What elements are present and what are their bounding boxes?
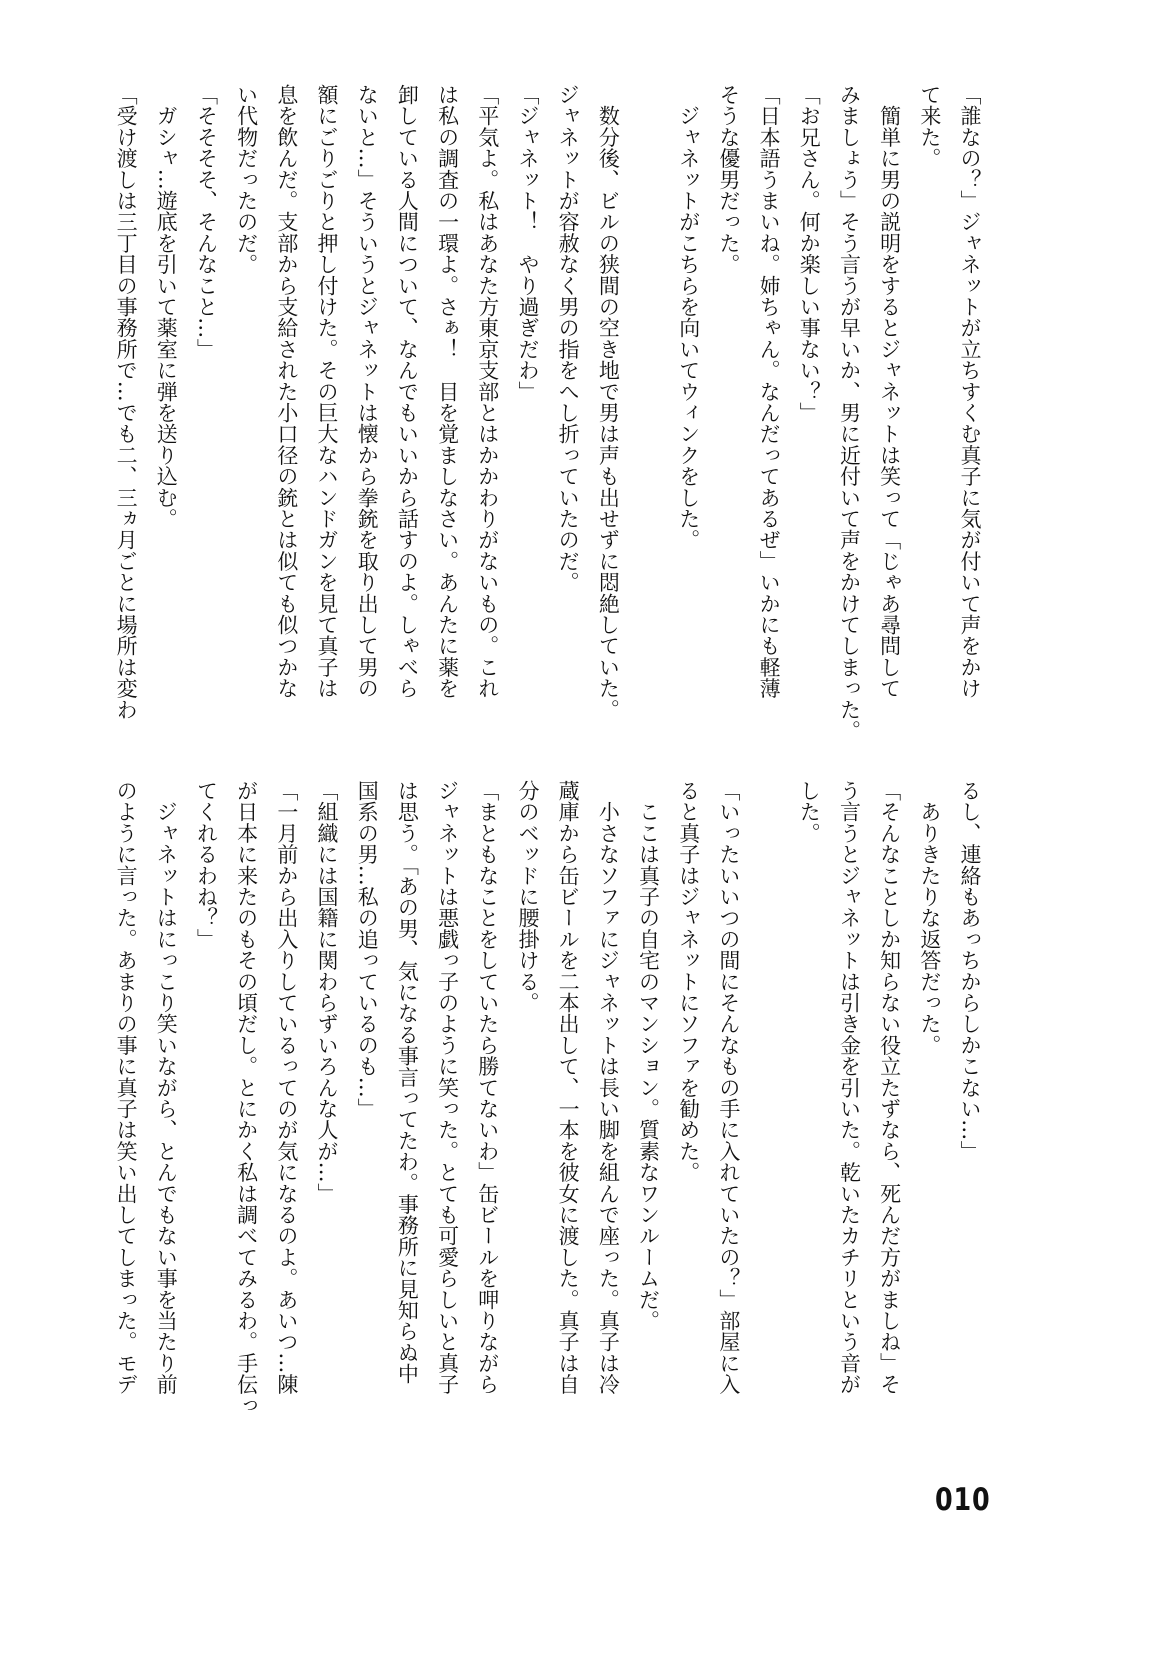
text-column: て来た。	[917, 84, 942, 169]
text-column: 蔵庫から缶ビールを二本出して、一本を彼女に渡した。真子は自	[556, 780, 581, 1395]
text-column: ここは真子の自宅のマンション。質素なワンルームだ。	[636, 780, 661, 1332]
text-column: 「そそそそ、そんなこと…」	[194, 84, 219, 360]
page-number: 010	[935, 1482, 991, 1518]
text-column: 「日本語うまいね。姉ちゃん。なんだってあるぜ」いかにも軽薄	[757, 84, 782, 699]
text-column	[628, 84, 668, 734]
text-column: 「お兄さん。何か楽しい事ない？」	[797, 84, 822, 424]
text-column: ありきたりな返答だった。	[917, 780, 942, 1056]
text-column: 「まともなことをしていたら勝てないわ」缶ビールを呷りながら	[475, 780, 500, 1395]
text-column: は思う。「あの男、気になる事言ってたわ。事務所に見知らぬ中	[395, 780, 420, 1385]
text-column: ジャネットはにっこり笑いながら、とんでもない事を当たり前	[154, 780, 179, 1395]
text-column: 額にごりごりと押し付けた。その巨大なハンドガンを見て真子は	[315, 84, 339, 699]
text-column: ると真子はジャネットにソファを勧めた。	[676, 780, 701, 1183]
upper-text-block	[106, 84, 990, 742]
text-column: 小さなソファにジャネットは長い脚を組んで座った。真子は冷	[596, 780, 621, 1395]
text-column: そうな優男だった。	[716, 84, 741, 275]
text-column: が日本に来たのもその頃だし。とにかく私は調べてみるわ。手伝っ	[234, 780, 259, 1416]
text-column: 「受け渡しは三丁目の事務所で…でも二、三ヵ月ごとに場所は変わ	[114, 84, 139, 721]
text-column: 「誰なの？」ジャネットが立ちすくむ真子に気が付いて声をかけ	[958, 84, 982, 699]
text-column: のように言った。あまりの事に真子は笑い出してしまった。モデ	[114, 780, 139, 1395]
text-column: ジャネットがこちらを向いてウィンクをした。	[676, 84, 701, 551]
text-column: 息を飲んだ。支部から支給された小口径の銃とは似ても似つかな	[274, 84, 299, 699]
text-column: い代物だったのだ。	[234, 84, 259, 275]
text-column: ジャネットが容赦なく男の指をへし折っていたのだ。	[556, 84, 581, 593]
text-column: 卸している人間について、なんでもいいから話すのよ。しゃべら	[395, 84, 420, 699]
text-column: ジャネットは悪戯っ子のように笑った。とても可愛らしいと真子	[435, 780, 460, 1395]
text-column: てくれるわね？」	[194, 780, 219, 950]
text-column: ないと…」そういうとジャネットは懐から拳銃を取り出して男の	[355, 84, 380, 699]
text-column: う言うとジャネットは引き金を引いた。乾いたカチリという音が	[837, 780, 862, 1395]
text-column: 分のベッドに腰掛ける。	[515, 780, 540, 1014]
text-column	[749, 780, 789, 1480]
text-column: 「平気よ。私はあなた方東京支部とはかかわりがないもの。これ	[475, 84, 500, 699]
text-column: ガシャ…遊底を引いて薬室に弾を送り込む。	[154, 84, 179, 530]
text-column: るし、連絡もあっちからしかこない…」	[958, 780, 982, 1162]
text-column: 簡単に男の説明をするとジャネットは笑って「じゃあ尋問して	[877, 84, 902, 699]
text-column: 「そんなことしか知らない役立たずなら、死んだ方がましね」そ	[877, 780, 902, 1395]
text-column: 数分後、ビルの狭間の空き地で男は声も出せずに悶絶していた。	[596, 84, 621, 720]
text-column: した。	[797, 780, 822, 844]
text-column: 「一月前から出入りしているってのが気になるのよ。あいつ…陳	[274, 780, 299, 1395]
text-column: みましょう」そう言うが早いか、男に近付いて声をかけてしまった。	[837, 84, 862, 742]
text-column: 「組織には国籍に関わらずいろんな人が…」	[315, 780, 339, 1204]
lower-text-block	[106, 780, 990, 1480]
text-column: 国系の男…私の追っているのも…」	[355, 780, 380, 1120]
text-column: は私の調査の一環よ。さぁ！ 目を覚ましなさい。あんたに薬を	[435, 84, 460, 699]
text-column: 「いったいいつの間にそんなもの手に入れていたの？」部屋に入	[716, 780, 741, 1395]
text-column: 「ジャネット！ やり過ぎだわ」	[515, 84, 540, 402]
